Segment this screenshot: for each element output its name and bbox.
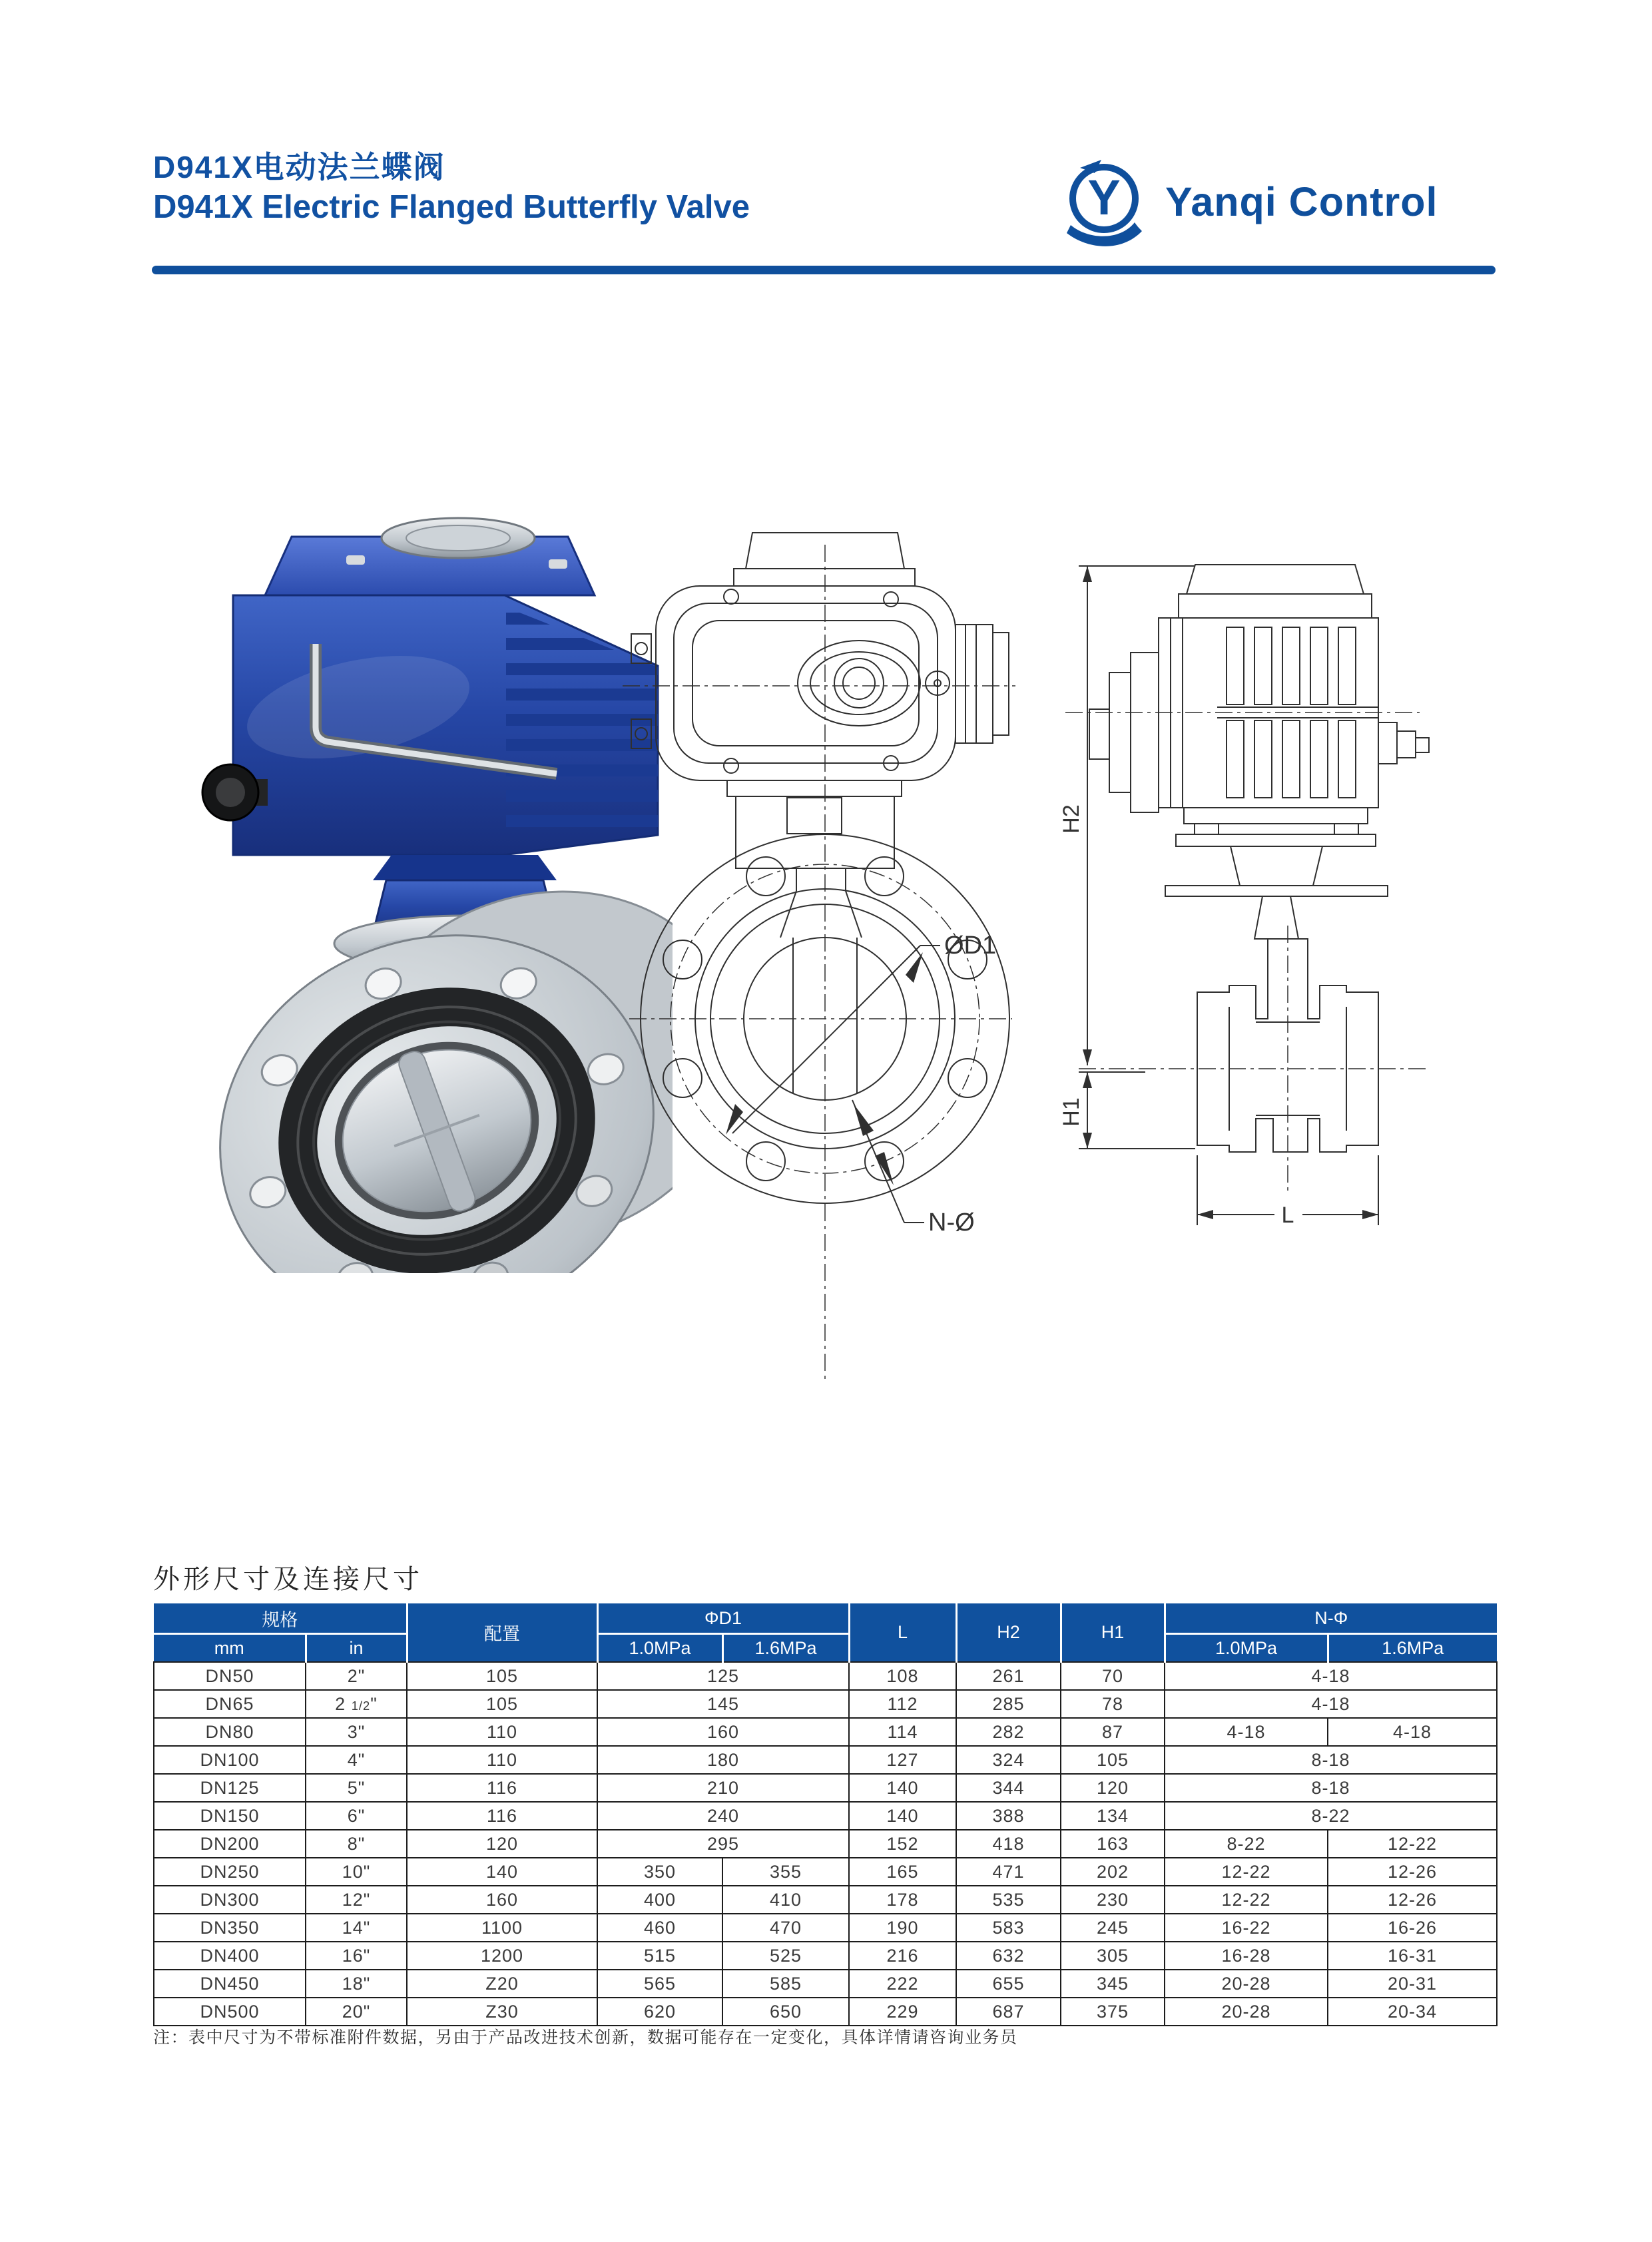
table-cell: 8" — [306, 1830, 407, 1858]
table-cell: 535 — [956, 1886, 1061, 1914]
table-cell: 4-18 — [1328, 1718, 1497, 1746]
table-cell: 229 — [849, 1998, 956, 2026]
dim-h1 — [1059, 1072, 1195, 1149]
table-cell: 152 — [849, 1830, 956, 1858]
dim-label-h1: H1 — [1059, 1097, 1084, 1127]
table-cell: 12-26 — [1328, 1858, 1497, 1886]
table-cell: 12-22 — [1328, 1830, 1497, 1858]
col-mm: mm — [154, 1634, 306, 1663]
table-cell: 282 — [956, 1718, 1061, 1746]
table-row — [154, 1746, 1497, 1774]
table-cell: 2" — [306, 1662, 407, 1690]
table-row — [154, 1858, 1497, 1886]
col-config: 配置 — [407, 1603, 597, 1662]
table-cell: 350 — [597, 1858, 722, 1886]
table-header — [154, 1603, 1497, 1662]
table-cell: 245 — [1061, 1914, 1165, 1942]
table-cell: DN300 — [154, 1886, 306, 1914]
logo-swoosh-icon — [1067, 222, 1142, 246]
table-cell: 470 — [722, 1914, 849, 1942]
dim-label-n: N-Ø — [928, 1209, 975, 1237]
dimension-table — [153, 1603, 1498, 2026]
table-cell: 240 — [597, 1802, 849, 1830]
col-n-10: 1.0MPa — [1165, 1634, 1328, 1663]
table-cell: 160 — [597, 1718, 849, 1746]
table-cell: 16-22 — [1165, 1914, 1328, 1942]
table-row — [154, 1998, 1497, 2026]
table-cell: 687 — [956, 1998, 1061, 2026]
table-cell: 4-18 — [1165, 1690, 1497, 1718]
table-row — [154, 1802, 1497, 1830]
table-row — [154, 1886, 1497, 1914]
table-cell: 515 — [597, 1942, 722, 1970]
table-cell: 583 — [956, 1914, 1061, 1942]
table-cell: 6" — [306, 1802, 407, 1830]
table-cell: 355 — [722, 1858, 849, 1886]
table-row — [154, 1774, 1497, 1802]
table-cell: 20-34 — [1328, 1998, 1497, 2026]
table-cell: 116 — [407, 1802, 597, 1830]
table-cell: 110 — [407, 1718, 597, 1746]
table-cell: 16-31 — [1328, 1942, 1497, 1970]
table-cell: 16-26 — [1328, 1914, 1497, 1942]
table-cell: 222 — [849, 1970, 956, 1998]
actuator-lid — [265, 518, 595, 595]
table-row — [154, 1718, 1497, 1746]
dim-n-callout — [852, 1100, 975, 1237]
section-title: 外形尺寸及连接尺寸 — [153, 1565, 423, 1594]
table-cell: 12-22 — [1165, 1886, 1328, 1914]
table-cell: 120 — [407, 1830, 597, 1858]
brand-logo-icon — [1060, 157, 1148, 246]
table-cell: 460 — [597, 1914, 722, 1942]
table-cell: DN350 — [154, 1914, 306, 1942]
table-cell: 285 — [956, 1690, 1061, 1718]
table-cell: 114 — [849, 1718, 956, 1746]
table-cell: 14" — [306, 1914, 407, 1942]
table-cell: DN150 — [154, 1802, 306, 1830]
dim-label-l: L — [1281, 1203, 1294, 1228]
table-cell: 388 — [956, 1802, 1061, 1830]
col-h2: H2 — [956, 1603, 1061, 1662]
col-l: L — [849, 1603, 956, 1662]
product-photo — [192, 507, 673, 1273]
table-cell: 345 — [1061, 1970, 1165, 1998]
table-cell: 400 — [597, 1886, 722, 1914]
table-cell: 110 — [407, 1746, 597, 1774]
title-chinese: D941X电动法兰蝶阀 — [153, 150, 445, 184]
side-view-drawing — [1052, 526, 1438, 1249]
table-cell: Z30 — [407, 1998, 597, 2026]
table-cell: 10" — [306, 1858, 407, 1886]
table-cell: 12-26 — [1328, 1886, 1497, 1914]
table-cell: 116 — [407, 1774, 597, 1802]
table-cell: DN250 — [154, 1858, 306, 1886]
table-row — [154, 1914, 1497, 1942]
table-cell: 655 — [956, 1970, 1061, 1998]
table-cell: 210 — [597, 1774, 849, 1802]
table-cell: 8-22 — [1165, 1830, 1328, 1858]
table-cell: Z20 — [407, 1970, 597, 1998]
table-cell: 4-18 — [1165, 1662, 1497, 1690]
table-cell: 12-22 — [1165, 1858, 1328, 1886]
table-cell: 120 — [1061, 1774, 1165, 1802]
col-d1: ΦD1 — [597, 1603, 849, 1634]
table-cell: 180 — [597, 1746, 849, 1774]
table-cell: DN125 — [154, 1774, 306, 1802]
col-n-16: 1.6MPa — [1328, 1634, 1497, 1663]
table-cell: 134 — [1061, 1802, 1165, 1830]
table-row — [154, 1942, 1497, 1970]
table-cell: 324 — [956, 1746, 1061, 1774]
footnote: 注：表中尺寸为不带标准附件数据，另由于产品改进技术创新，数据可能存在一定变化，具体详情请咨询业务员 — [153, 2028, 1018, 2047]
dim-h2 — [1059, 566, 1195, 1065]
table-cell: 20-28 — [1165, 1998, 1328, 2026]
table-cell: 620 — [597, 1998, 722, 2026]
table-cell: 16" — [306, 1942, 407, 1970]
table-cell: DN450 — [154, 1970, 306, 1998]
table-cell: 2 1/2" — [306, 1690, 407, 1718]
table-cell: 1200 — [407, 1942, 597, 1970]
dim-label-d1: ØD1 — [944, 932, 997, 960]
table-cell: 1100 — [407, 1914, 597, 1942]
table-cell: 632 — [956, 1942, 1061, 1970]
side-actuator-outline — [1089, 565, 1429, 939]
table-cell: 305 — [1061, 1942, 1165, 1970]
table-row — [154, 1662, 1497, 1690]
table-cell: 140 — [849, 1802, 956, 1830]
table-cell: 410 — [722, 1886, 849, 1914]
table-row — [154, 1690, 1497, 1718]
table-cell: DN500 — [154, 1998, 306, 2026]
table-cell: 20" — [306, 1998, 407, 2026]
table-cell: 418 — [956, 1830, 1061, 1858]
table-cell: 112 — [849, 1690, 956, 1718]
table-cell: 140 — [407, 1858, 597, 1886]
front-view-drawing — [619, 526, 1019, 1388]
table-cell: 4" — [306, 1746, 407, 1774]
brand-logo — [1060, 157, 1438, 246]
table-cell: 525 — [722, 1942, 849, 1970]
table-cell: 125 — [597, 1662, 849, 1690]
table-cell: 565 — [597, 1970, 722, 1998]
table-cell: 4-18 — [1165, 1718, 1328, 1746]
table-cell: 295 — [597, 1830, 849, 1858]
table-cell: DN200 — [154, 1830, 306, 1858]
table-cell: 375 — [1061, 1998, 1165, 2026]
spec-table-body — [154, 1662, 1497, 2026]
table-cell: 87 — [1061, 1718, 1165, 1746]
table-cell: 16-28 — [1165, 1942, 1328, 1970]
table-cell: 20-28 — [1165, 1970, 1328, 1998]
table-cell: 105 — [1061, 1746, 1165, 1774]
table-cell: 585 — [722, 1970, 849, 1998]
col-h1: H1 — [1061, 1603, 1165, 1662]
table-cell: DN50 — [154, 1662, 306, 1690]
table-cell: 216 — [849, 1942, 956, 1970]
brand-name: Yanqi Control — [1165, 179, 1438, 224]
table-cell: DN80 — [154, 1718, 306, 1746]
table-cell: 105 — [407, 1662, 597, 1690]
table-cell: 8-18 — [1165, 1746, 1497, 1774]
dim-label-h2: H2 — [1059, 804, 1084, 834]
table-cell: 261 — [956, 1662, 1061, 1690]
table-cell: 127 — [849, 1746, 956, 1774]
table-cell: DN400 — [154, 1942, 306, 1970]
table-cell: 3" — [306, 1718, 407, 1746]
table-cell: 5" — [306, 1774, 407, 1802]
col-n: N-Φ — [1165, 1603, 1497, 1634]
table-cell: 105 — [407, 1690, 597, 1718]
table-cell: 190 — [849, 1914, 956, 1942]
table-cell: 8-18 — [1165, 1774, 1497, 1802]
table-cell: 145 — [597, 1690, 849, 1718]
col-spec: 规格 — [154, 1603, 407, 1634]
table-cell: 70 — [1061, 1662, 1165, 1690]
logo-letter: Y — [1087, 170, 1121, 225]
header-divider — [152, 266, 1496, 274]
page-header — [153, 150, 750, 225]
table-row — [154, 1830, 1497, 1858]
table-cell: 230 — [1061, 1886, 1165, 1914]
table-cell: 18" — [306, 1970, 407, 1998]
col-in: in — [306, 1634, 407, 1663]
table-cell: 178 — [849, 1886, 956, 1914]
table-cell: 163 — [1061, 1830, 1165, 1858]
table-row — [154, 1970, 1497, 1998]
table-cell: DN65 — [154, 1690, 306, 1718]
col-d1-16: 1.6MPa — [722, 1634, 849, 1663]
table-cell: 20-31 — [1328, 1970, 1497, 1998]
table-cell: 108 — [849, 1662, 956, 1690]
table-cell: 140 — [849, 1774, 956, 1802]
table-cell: DN100 — [154, 1746, 306, 1774]
table-cell: 160 — [407, 1886, 597, 1914]
table-cell: 344 — [956, 1774, 1061, 1802]
table-cell: 12" — [306, 1886, 407, 1914]
table-cell: 202 — [1061, 1858, 1165, 1886]
table-cell: 8-22 — [1165, 1802, 1497, 1830]
col-d1-10: 1.0MPa — [597, 1634, 722, 1663]
table-cell: 165 — [849, 1858, 956, 1886]
table-cell: 78 — [1061, 1690, 1165, 1718]
title-english: D941X Electric Flanged Butterfly Valve — [153, 188, 750, 225]
table-cell: 471 — [956, 1858, 1061, 1886]
table-cell: 650 — [722, 1998, 849, 2026]
front-actuator-outline — [631, 533, 1009, 992]
